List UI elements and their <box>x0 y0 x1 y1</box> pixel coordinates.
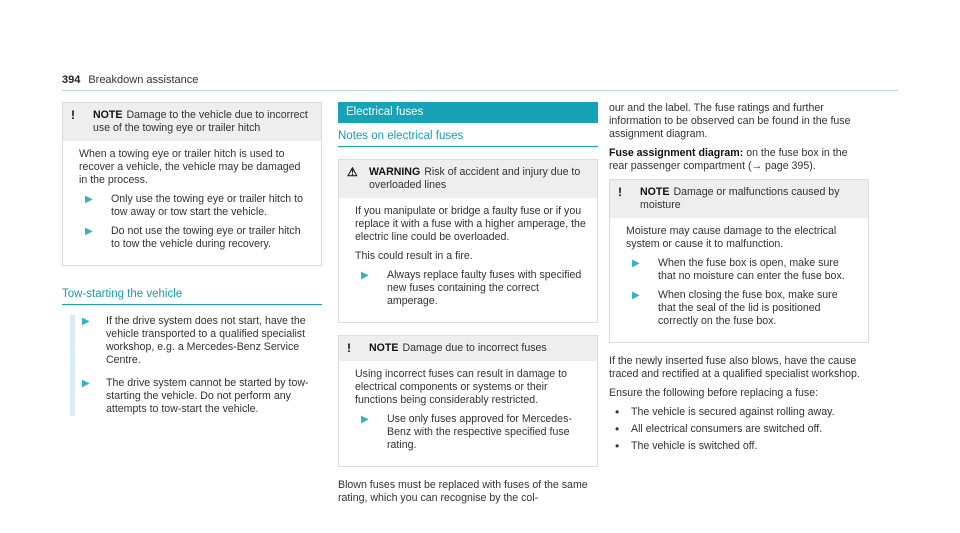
note-box-header <box>339 336 597 361</box>
bullet-item <box>609 440 869 453</box>
step-item <box>78 377 322 416</box>
warning-title: Risk of accident and injury due to overloaded lines <box>369 166 581 191</box>
bullet-text: The vehicle is switched off. <box>631 440 758 452</box>
play-arrow-icon: ▶ <box>82 378 90 389</box>
diagram-reference <box>609 147 869 173</box>
play-arrow-icon: ▶ <box>85 194 93 205</box>
step-item <box>79 225 311 251</box>
step-text: The drive system cannot be started by tow-starting the vehicle. Do not perform any attempts to tow-start the vehicle. <box>106 377 309 415</box>
note-box-header <box>610 180 868 218</box>
column-1 <box>62 102 322 426</box>
note-text: When a towing eye or trailer hitch is used to recover a vehicle, the vehicle may be damaged in the process. <box>79 148 301 186</box>
step-side-bar <box>70 315 75 416</box>
step-text: When closing the fuse box, make sure that the seal of the lid is positioned correctly on the fuse box. <box>658 289 838 327</box>
note-heading <box>369 342 547 355</box>
note-label: NOTE <box>640 186 670 198</box>
note-text: Moisture may cause damage to the electrical system or cause it to malfunction. <box>626 225 837 250</box>
note-box-body <box>610 218 868 342</box>
note-title: Damage or malfunctions caused by moisture <box>640 186 840 211</box>
paragraph: If the newly inserted fuse also blows, have the cause traced and rectified at a qualified specialist workshop. <box>609 355 860 380</box>
play-arrow-icon: ▶ <box>85 226 93 237</box>
note-box-moisture <box>609 179 869 343</box>
note-box-body <box>63 141 321 265</box>
column-3-intro <box>609 102 869 173</box>
bullet-item <box>609 406 869 419</box>
column-2 <box>338 102 598 511</box>
exclamation-icon: ! <box>347 341 351 355</box>
play-arrow-icon: ▶ <box>361 270 369 281</box>
subsection-title: Notes on electrical fuses <box>338 130 464 142</box>
note-title: Damage due to incorrect fuses <box>402 342 547 354</box>
column-3-outro <box>609 355 869 453</box>
bullet-item <box>609 423 869 436</box>
bullet-text: All electrical consumers are switched off. <box>631 423 823 435</box>
step-text: Use only fuses approved for Mercedes-Benz with the respective specified fuse rating. <box>387 413 572 451</box>
warning-box <box>338 159 598 323</box>
play-arrow-icon: ▶ <box>361 414 369 425</box>
step-item <box>79 193 311 219</box>
note-title: Damage to the vehicle due to incorrect use of the towing eye or trailer hitch <box>93 109 308 134</box>
page-number: 394 <box>62 74 81 86</box>
paragraph: our and the label. The fuse ratings and further information to be observed can be found in the fuse assignment diagram. <box>609 102 851 140</box>
note-box-header <box>63 103 321 141</box>
note-label: NOTE <box>93 109 123 121</box>
bullet-dot-icon: • <box>615 439 620 453</box>
warning-box-body <box>339 198 597 322</box>
fuses-paragraph-block <box>338 479 598 505</box>
page-title: Breakdown assistance <box>88 74 199 86</box>
tow-start-section <box>62 288 322 416</box>
diagram-label: Fuse assignment diagram: <box>609 147 744 159</box>
warning-label: WARNING <box>369 166 421 178</box>
paragraph: Blown fuses must be replaced with fuses of the same rating, which you can recognise by the col- <box>338 479 588 504</box>
diagram-text: on the fuse box in the rear passenger compartment (→ page 395). <box>609 147 848 172</box>
bullet-text: The vehicle is secured against rolling away. <box>631 406 835 418</box>
warning-heading <box>369 166 589 192</box>
tow-start-steps <box>62 315 322 416</box>
step-item <box>626 257 858 283</box>
note-text: Using incorrect fuses can result in damage to electrical components or systems or their functions being considerably restricted. <box>355 368 567 406</box>
note-heading <box>93 109 313 135</box>
bullet-dot-icon: • <box>615 422 620 436</box>
section-banner-electrical-fuses: Electrical fuses <box>338 102 598 123</box>
play-arrow-icon: ▶ <box>82 316 90 327</box>
warning-text: This could result in a fire. <box>355 250 473 262</box>
note-label: NOTE <box>369 342 399 354</box>
bullet-dot-icon: • <box>615 405 620 419</box>
header-divider <box>62 90 898 91</box>
section-divider <box>62 304 322 305</box>
note-box-fuses <box>338 335 598 467</box>
step-item <box>355 413 587 452</box>
note-box-body <box>339 361 597 466</box>
step-item <box>78 315 322 367</box>
step-item <box>626 289 858 328</box>
step-text: Do not use the towing eye or trailer hitch to tow the vehicle during recovery. <box>111 225 301 250</box>
column-3 <box>609 102 869 457</box>
warning-box-header <box>339 160 597 198</box>
note-box-towing-eye <box>62 102 322 266</box>
play-arrow-icon: ▶ <box>632 290 640 301</box>
step-text: When the fuse box is open, make sure that no moisture can enter the fuse box. <box>658 257 845 282</box>
step-text: If the drive system does not start, have the vehicle transported to a qualified specialist workshop, e.g. a Mercedes-Benz Service Centre. <box>106 315 306 366</box>
step-item <box>355 269 587 308</box>
warning-triangle-icon: ⚠ <box>347 165 358 179</box>
step-text: Only use the towing eye or trailer hitch to tow away or tow start the vehicle. <box>111 193 303 218</box>
section-divider <box>338 146 598 147</box>
page-header <box>62 74 198 87</box>
section-title-tow-start: Tow-starting the vehicle <box>62 288 183 300</box>
paragraph: Ensure the following before replacing a fuse: <box>609 387 819 399</box>
exclamation-icon: ! <box>71 108 75 122</box>
play-arrow-icon: ▶ <box>632 258 640 269</box>
exclamation-icon: ! <box>618 185 622 199</box>
warning-text: If you manipulate or bridge a faulty fuse or if you replace it with a fuse with a higher amperage, the electric line could be overloaded. <box>355 205 586 243</box>
notes-section <box>338 130 598 147</box>
step-text: Always replace faulty fuses with specified new fuses containing the correct amperage. <box>387 269 582 307</box>
note-heading <box>640 186 860 212</box>
